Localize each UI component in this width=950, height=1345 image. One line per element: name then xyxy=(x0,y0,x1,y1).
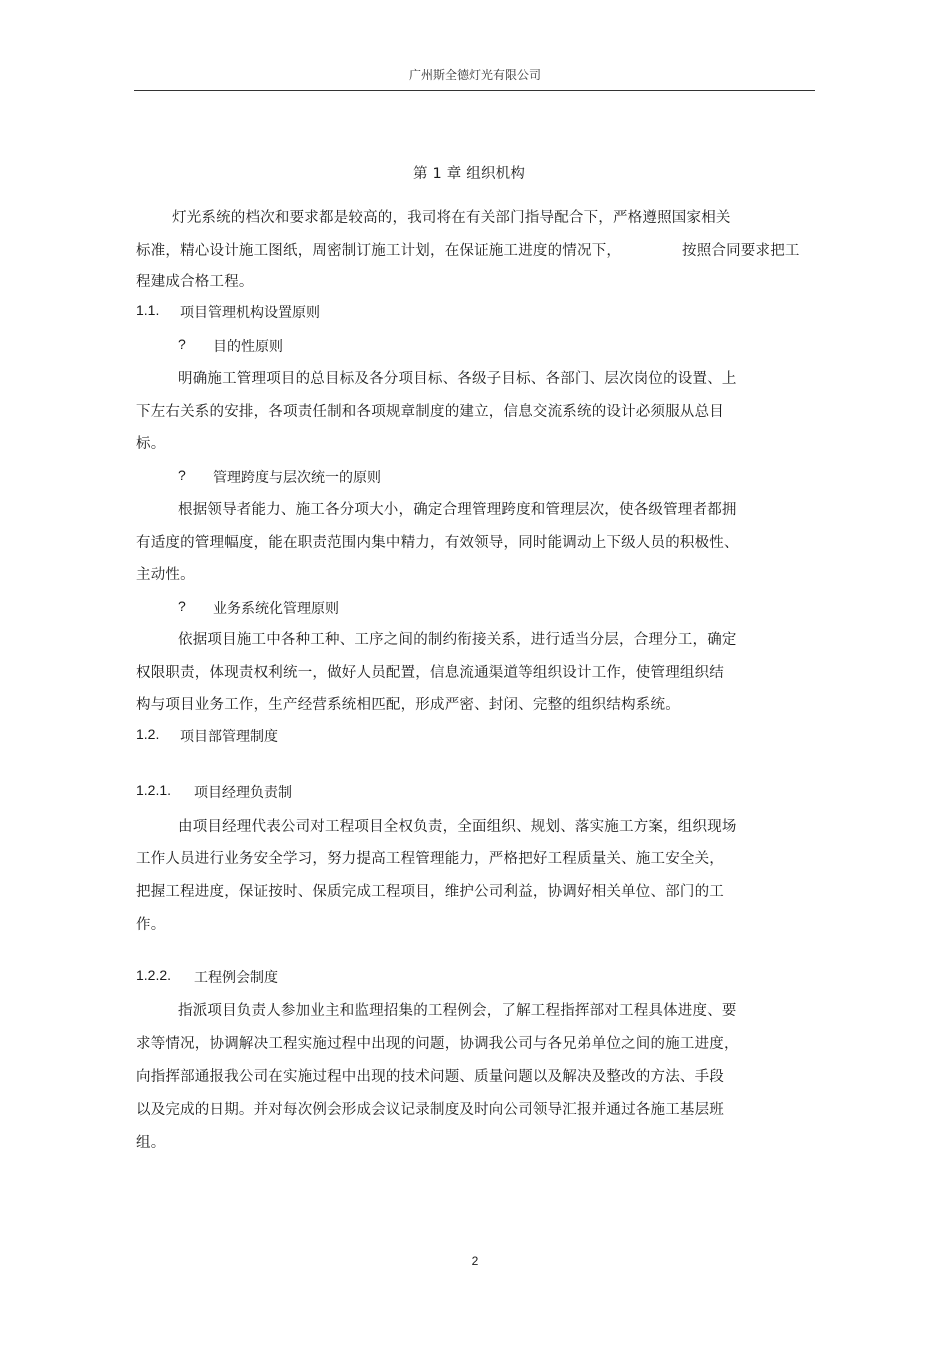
paragraph-line: 下左右关系的安排，各项责任制和各项规章制度的建立，信息交流系统的设计必须服从总目 xyxy=(136,404,724,420)
section-number: 1.2. xyxy=(136,726,160,742)
paragraph-line: 工作人员进行业务安全学习，努力提高工程管理能力，严格把好工程质量关、施工安全关， xyxy=(136,851,724,867)
paragraph-line: 灯光系统的档次和要求都是较高的，我司将在有关部门指导配合下，严格遵照国家相关 xyxy=(172,210,731,226)
paragraph-line: 依据项目施工中各种工种、工序之间的制约衔接关系，进行适当分层，合理分工，确定 xyxy=(178,632,737,648)
paragraph-line: 有适度的管理幅度，能在职责范围内集中精力，有效领导，同时能调动上下级人员的积极性、 xyxy=(136,535,739,551)
paragraph-line: 权限职责，体现责权利统一，做好人员配置，信息流通渠道等组织设计工作，使管理组织结 xyxy=(136,665,724,681)
section-title: 项目管理机构设置原则 xyxy=(180,305,320,321)
paragraph-line: 明确施工管理项目的总目标及各分项目标、各级子目标、各部门、层次岗位的设置、上 xyxy=(178,371,737,387)
principle-title: 管理跨度与层次统一的原则 xyxy=(213,470,381,486)
section-title: 项目部管理制度 xyxy=(180,729,278,745)
paragraph-line: 组。 xyxy=(136,1135,166,1151)
paragraph-line: 根据领导者能力、施工各分项大小，确定合理管理跨度和管理层次，使各级管理者都拥 xyxy=(178,502,737,518)
paragraph-line: 指派项目负责人参加业主和监理招集的工程例会，了解工程指挥部对工程具体进度、要 xyxy=(178,1003,737,1019)
principle-title: 目的性原则 xyxy=(213,339,283,355)
header-divider xyxy=(134,90,815,91)
subsection-number: 1.2.2. xyxy=(136,967,172,983)
principle-title: 业务系统化管理原则 xyxy=(213,601,339,617)
paragraph-line-tail: 按照合同要求把工 xyxy=(682,243,800,259)
paragraph-line: 程建成合格工程。 xyxy=(136,274,254,290)
bullet-marker: ? xyxy=(178,336,186,352)
paragraph-line: 由项目经理代表公司对工程项目全权负责，全面组织、规划、落实施工方案，组织现场 xyxy=(178,819,737,835)
subsection-number: 1.2.1. xyxy=(136,782,172,798)
paragraph-line: 作。 xyxy=(136,917,166,933)
paragraph-line: 主动性。 xyxy=(136,567,195,583)
section-number: 1.1. xyxy=(136,302,160,318)
subsection-title: 项目经理负责制 xyxy=(194,785,292,801)
chapter-title: 第 1 章 组织机构 xyxy=(413,166,526,182)
paragraph-line: 标准，精心设计施工图纸，周密制订施工计划，在保证施工进度的情况下， xyxy=(136,243,622,259)
paragraph-line: 求等情况，协调解决工程实施过程中出现的问题，协调我公司与各兄弟单位之间的施工进度， xyxy=(136,1036,739,1052)
page-header: 广州斯全德灯光有限公司 xyxy=(408,68,541,82)
paragraph-line: 构与项目业务工作，生产经营系统相匹配，形成严密、封闭、完整的组织结构系统。 xyxy=(136,697,680,713)
paragraph-line: 把握工程进度，保证按时、保质完成工程项目，维护公司利益，协调好相关单位、部门的工 xyxy=(136,884,724,900)
paragraph-line: 标。 xyxy=(136,436,166,452)
paragraph-line: 向指挥部通报我公司在实施过程中出现的技术问题、质量问题以及解决及整改的方法、手段 xyxy=(136,1069,724,1085)
paragraph-line: 以及完成的日期。并对每次例会形成会议记录制度及时向公司领导汇报并通过各施工基层班 xyxy=(136,1102,724,1118)
bullet-marker: ? xyxy=(178,467,186,483)
subsection-title: 工程例会制度 xyxy=(194,970,278,986)
page-number: 2 xyxy=(471,1254,479,1268)
bullet-marker: ? xyxy=(178,598,186,614)
